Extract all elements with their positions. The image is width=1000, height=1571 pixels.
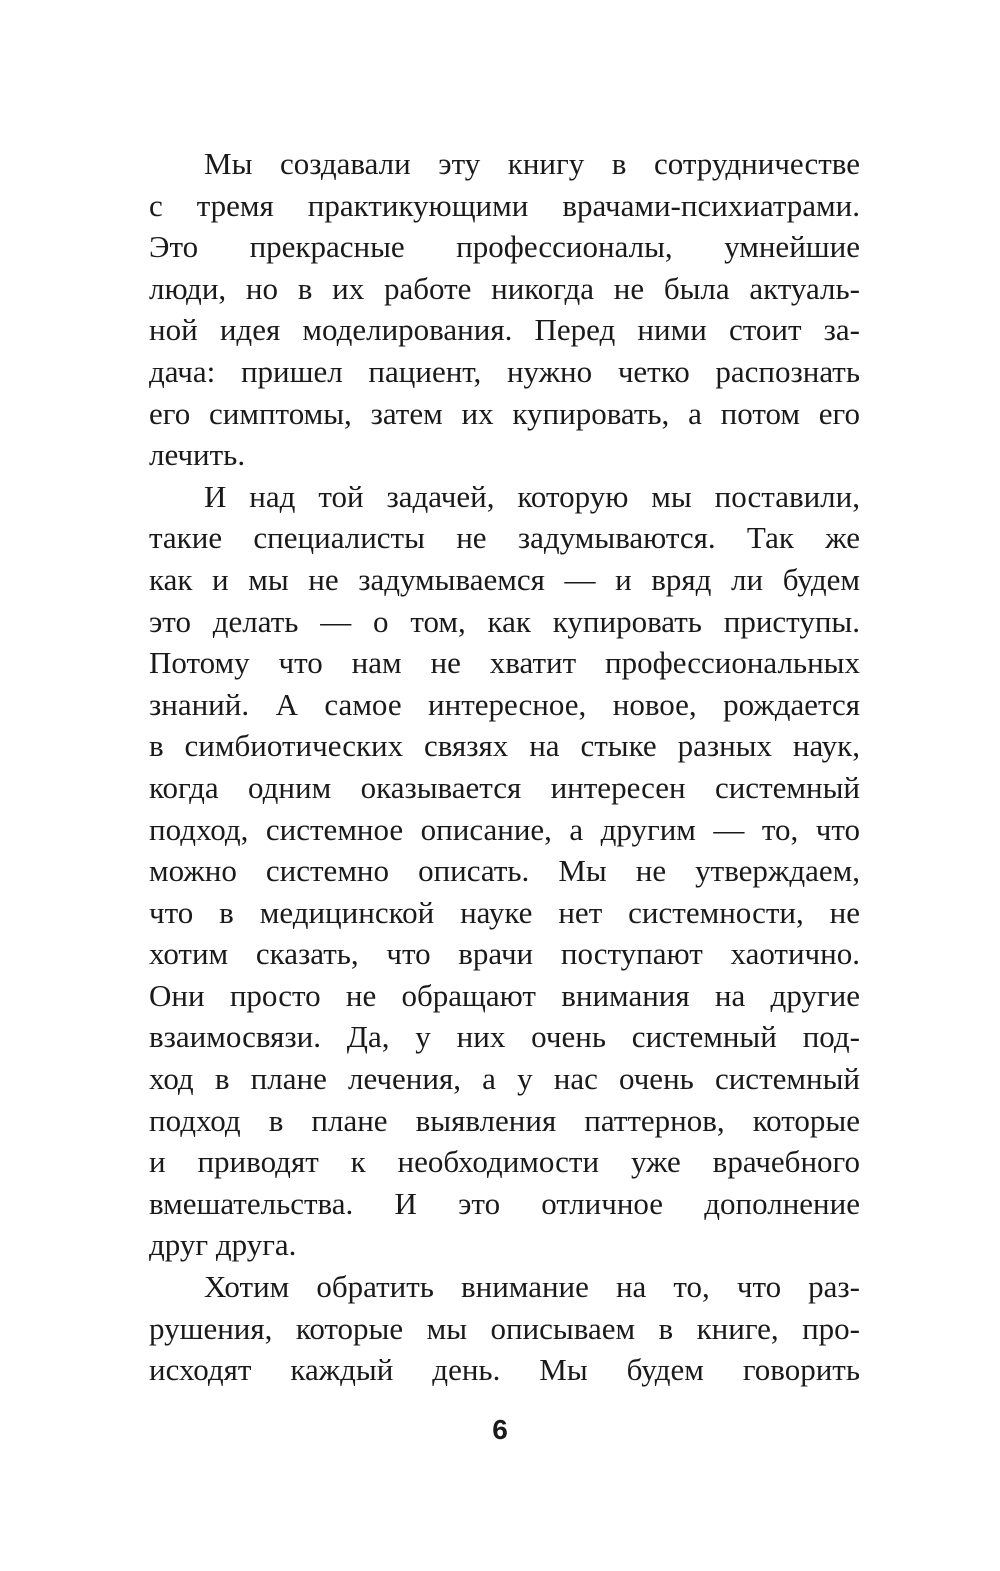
text-line: люди, но в их работе никогда не была актуаль- [149, 270, 860, 306]
text-line: вмешательства. И это отличное дополнение [149, 1185, 860, 1221]
text-line: и приводят к необходимости уже врачебного [149, 1144, 860, 1180]
page-number: 6 [492, 1414, 508, 1445]
text-line: его симптомы, затем их купировать, а потом его [149, 395, 860, 431]
text-line: такие специалисты не задумываются. Так же [149, 520, 860, 556]
text-line: друг друга. [149, 1227, 297, 1263]
text-line: исходят каждый день. Мы будем говорить [149, 1352, 860, 1388]
text-line: Они просто не обращают внимания на другие [149, 977, 860, 1013]
text-line: рушения, которые мы описываем в книге, про- [149, 1310, 860, 1346]
text-line: Мы создавали эту книгу в сотрудничестве [204, 146, 860, 181]
text-line: Хотим обратить внимание на то, что раз- [204, 1269, 860, 1305]
text-line: лечить. [149, 437, 246, 473]
text-line: подход в плане выявления паттернов, которые [149, 1102, 860, 1138]
text-line: как и мы не задумываемся — и вряд ли будем [149, 561, 860, 597]
text-line: взаимосвязи. Да, у них очень системный под- [149, 1019, 860, 1055]
text-line: Это прекрасные профессионалы, умнейшие [149, 229, 860, 265]
text-line: можно системно описать. Мы не утверждаем, [149, 853, 860, 889]
text-line: И над той задачей, которую мы поставили, [204, 478, 860, 514]
text-line: в симбиотических связях на стыке разных наук, [149, 728, 860, 764]
text-line: ход в плане лечения, а у нас очень системный [149, 1061, 860, 1097]
text-line: когда одним оказывается интересен системный [149, 769, 860, 805]
text-line: подход, системное описание, а другим — то, что [149, 811, 860, 847]
text-line: это делать — о том, как купировать приступы. [149, 603, 860, 639]
text-line: что в медицинской науке нет системности, не [149, 894, 860, 930]
text-line: дача: пришел пациент, нужно четко распознать [149, 353, 860, 389]
text-line: знаний. А самое интересное, новое, рождается [149, 686, 860, 722]
text-line: с тремя практикующими врачами-психиатрами. [149, 187, 860, 223]
text-line: Потому что нам не хватит профессиональных [149, 645, 860, 681]
text-line: ной идея моделирования. Перед ними стоит за- [149, 312, 860, 348]
body-text [149, 143, 860, 1391]
text-line: хотим сказать, что врачи поступают хаотично. [149, 936, 860, 972]
